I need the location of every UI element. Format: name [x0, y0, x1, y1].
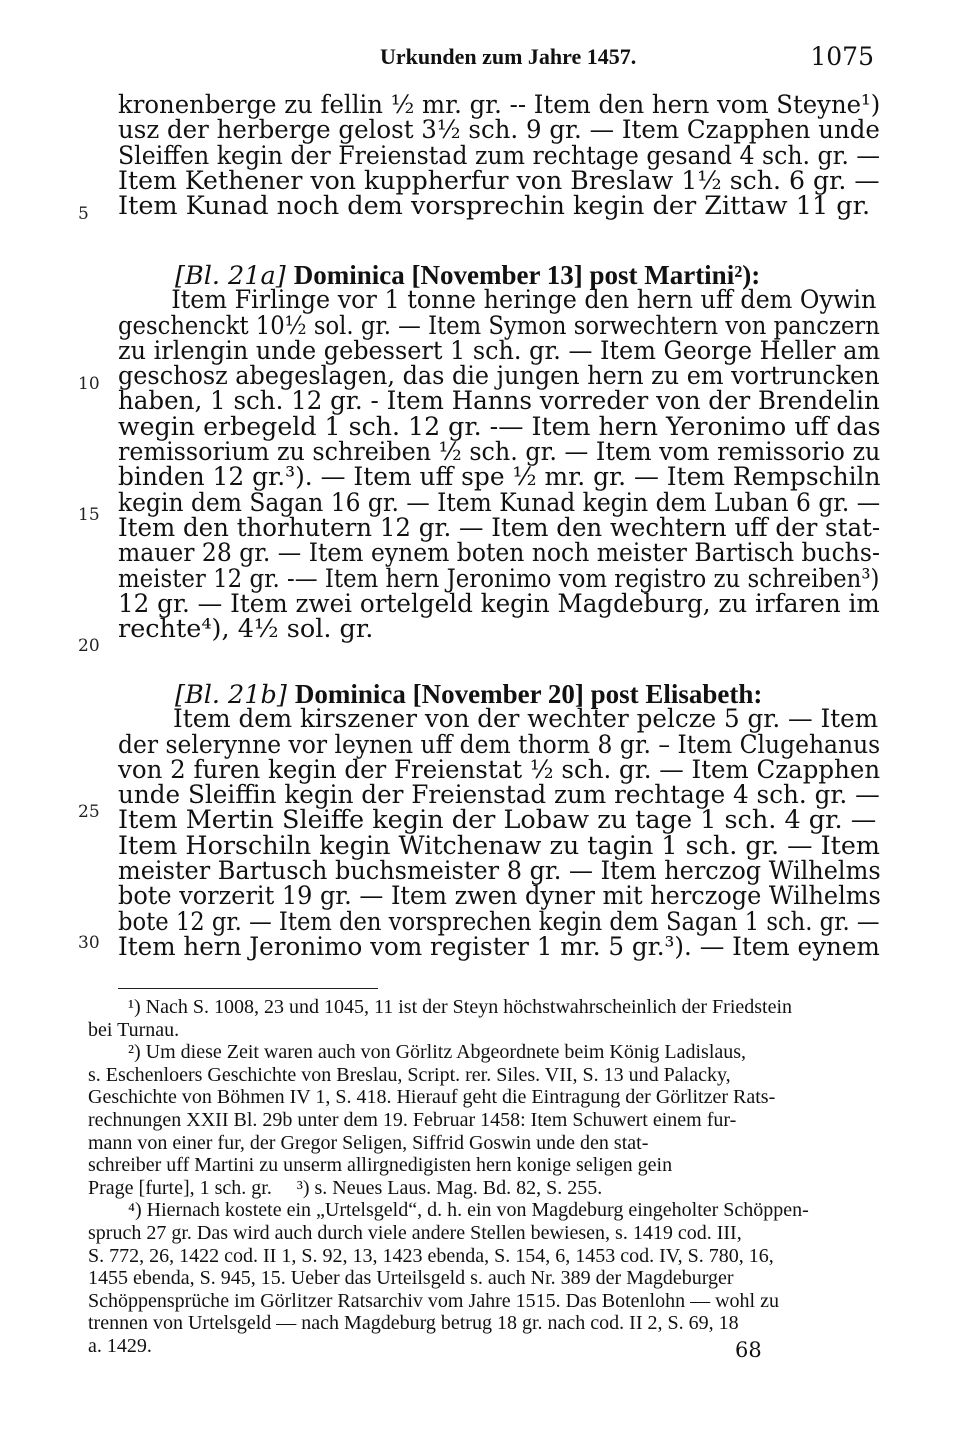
- text-line: zu irlengin unde gebessert 1 sch. gr. — Item George Heller am: [118, 335, 881, 366]
- footnotes: [88, 996, 882, 1358]
- text-line: Item Firlinge vor 1 tonne heringe den hern uff dem Oywin: [171, 285, 877, 316]
- text-line: rechte⁴), 4½ sol. gr.: [118, 614, 374, 645]
- text-line: Item den thorhutern 12 gr. — Item den wechtern uff der stat-: [118, 512, 881, 543]
- footnote-line: a. 1429.: [88, 1334, 152, 1357]
- footnote-divider: [118, 988, 378, 989]
- text-line: mauer 28 gr. — Item eynem boten noch meister Bartisch buchs-: [118, 538, 880, 569]
- line-number: 15: [78, 505, 100, 525]
- text-line: haben, 1 sch. 12 gr. - Item Hanns vorreder von der Brendelin: [118, 386, 880, 417]
- footnote-line: ⁴) Hiernach kostete ein „Urtelsgeld“, d. h. ein von Magdeburg eingeholter Schöppen-: [88, 1199, 809, 1222]
- entry-title: Dominica [November 13] post Martini²):: [293, 260, 761, 290]
- folio-reference: [Bl. 21b]: [175, 680, 287, 710]
- text-line: 12 gr. — Item zwei ortelgeld kegin Magdeburg, zu irfaren im: [118, 588, 880, 619]
- sheet-signature: 68: [735, 1338, 762, 1362]
- footnote-line: Schöppensprüche im Görlitzer Ratsarchiv vom Jahre 1515. Das Botenlohn — wohl zu: [88, 1289, 779, 1312]
- text-line: Item Mertin Sleiffe kegin der Lobaw zu tage 1 sch. 4 gr. —: [118, 805, 877, 836]
- text-line: kronenberge zu fellin ½ mr. gr. -- Item den hern vom Steyne¹): [118, 90, 881, 120]
- footnote-line: bei Turnau.: [88, 1018, 180, 1041]
- text-line: Sleiffen kegin der Freienstad zum rechtage gesand 4 sch. gr. —: [118, 140, 880, 171]
- text-line: remissorium zu schreiben ½ sch. gr. — Item vom remissorio zu: [118, 437, 881, 468]
- page-number: 1075: [810, 42, 874, 71]
- text-line: bote 12 gr. — Item den vorsprechen kegin dem Sagan 1 sch. gr. —: [118, 906, 880, 937]
- footnote-line: Geschichte von Böhmen IV 1, S. 418. Hierauf geht die Eintragung der Görlitzer Rats-: [88, 1086, 776, 1109]
- text-line: wegin erbegeld 1 sch. 12 gr. -— Item hern Yeronimo uff das: [118, 411, 881, 442]
- line-number: 10: [78, 374, 100, 394]
- text-line: meister 12 gr. -— Item hern Jeronimo vom registro zu schreiben³): [118, 563, 880, 594]
- page-header: [0, 38, 960, 78]
- footnote-line: trennen von Urtelsgeld — nach Magdeburg betrug 18 gr. nach cod. II 2, S. 69, 18: [88, 1312, 739, 1335]
- folio-reference: [Bl. 21a]: [175, 261, 286, 291]
- footnote-line: ²) Um diese Zeit waren auch von Görlitz Abgeordnete beim König Ladislaus,: [88, 1041, 747, 1064]
- line-number: 30: [78, 933, 100, 953]
- text-block-continuation: [118, 90, 881, 222]
- text-line: Item Kunad noch dem vorsprechin kegin der Zittaw 11 gr.: [118, 191, 871, 222]
- text-line: binden 12 gr.³). — Item uff spe ½ mr. gr. — Item Rempschiln: [118, 462, 881, 493]
- footnote-line: rechnungen XXII Bl. 29b unter dem 19. Februar 1458: Item Schuwert einem fur-: [88, 1108, 737, 1131]
- text-line: Item Kethener von kuppherfur von Breslaw 1½ sch. 6 gr. —: [118, 165, 880, 196]
- footnote-line: spruch 27 gr. Das wird auch durch viele andere Stellen bewiesen, s. 1419 cod. III,: [88, 1221, 742, 1244]
- footnote-line: 1455 ebenda, S. 945, 15. Ueber das Urteilsgeld s. auch Nr. 389 der Magdeburger: [88, 1267, 734, 1290]
- text-line: Item hern Jeronimo vom register 1 mr. 5 gr.³). — Item eynem: [118, 931, 880, 962]
- text-line: der selerynne vor leynen uff dem thorm 8 gr. – Item Clugehanus: [118, 729, 881, 760]
- line-number: 5: [78, 204, 89, 224]
- text-line: meister Bartusch buchsmeister 8 gr. — Item herczog Wilhelms: [118, 856, 881, 887]
- entry-november-20: [118, 679, 881, 962]
- text-line: von 2 furen kegin der Freienstat ½ sch. gr. — Item Czapphen: [118, 754, 881, 785]
- text-line: unde Sleiffin kegin der Freienstad zum rechtage 4 sch. gr. —: [118, 780, 880, 811]
- footnote-line: schreiber uff Martini zu unserm allirgnedigisten hern konige seligen gein: [88, 1154, 673, 1177]
- text-line: geschosz abegeslagen, das die jungen hern zu em vortruncken: [118, 361, 880, 392]
- line-number: 25: [78, 802, 100, 822]
- footnote-line: Prage [furte], 1 sch. gr. ³) s. Neues Laus. Mag. Bd. 82, S. 255.: [88, 1176, 603, 1199]
- line-number: 20: [78, 636, 100, 656]
- running-title: Urkunden zum Jahre 1457.: [380, 44, 637, 69]
- footnote-line: s. Eschenloers Geschichte von Breslau, Script. rer. Siles. VII, S. 13 und Palacky,: [88, 1063, 731, 1086]
- footnote-line: ¹) Nach S. 1008, 23 und 1045, 11 ist der Steyn höchstwahrscheinlich der Friedstein: [88, 996, 793, 1018]
- text-line: Item dem kirszener von der wechter pelcze 5 gr. — Item: [173, 704, 879, 735]
- entry-title: Dominica [November 20] post Elisabeth:: [294, 679, 763, 709]
- text-line: Item Horschiln kegin Witchenaw zu tagin 1 sch. gr. — Item: [118, 830, 881, 861]
- text-line: geschenckt 10½ sol. gr. — Item Symon sorwechtern von panczern: [118, 310, 880, 341]
- text-line: bote vorzerit 19 gr. — Item zwen dyner mit herczoge Wilhelms: [118, 881, 881, 912]
- entry-november-13: [118, 260, 881, 645]
- footnote-line: mann von einer fur, der Gregor Seligen, Siffrid Goswin unde den stat-: [88, 1131, 649, 1154]
- text-line: usz der herberge gelost 3½ sch. 9 gr. — Item Czapphen unde: [118, 115, 880, 146]
- text-line: kegin dem Sagan 16 gr. — Item Kunad kegin dem Luban 6 gr. —: [118, 487, 881, 518]
- footnote-line: S. 772, 26, 1422 cod. II 1, S. 92, 13, 1423 ebenda, S. 154, 6, 1453 cod. IV, S. 780, 16,: [88, 1244, 774, 1267]
